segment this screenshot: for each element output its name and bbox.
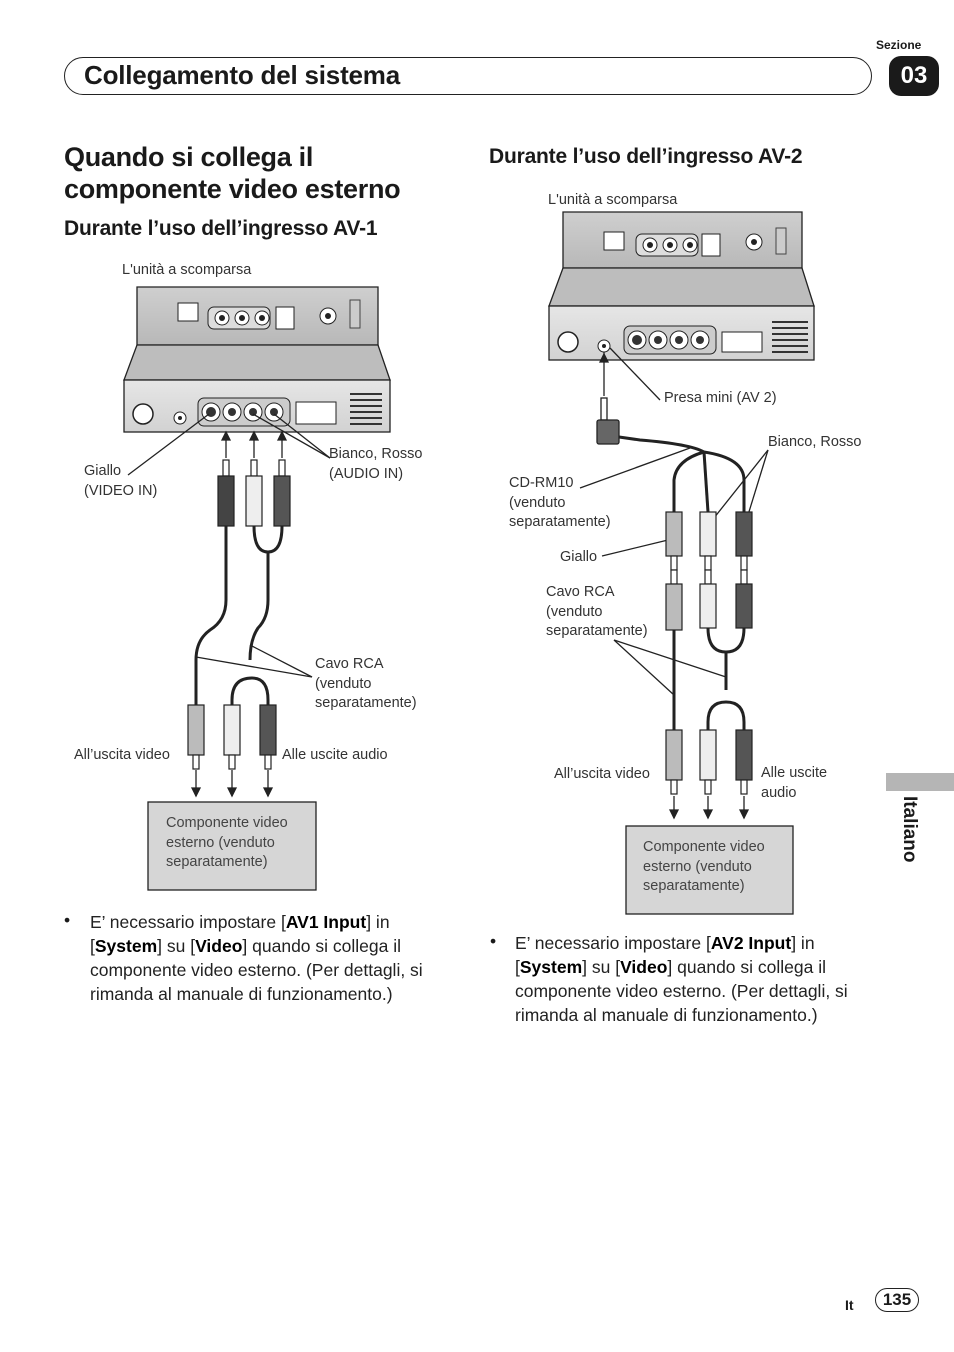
av2-presa-mini-label: Presa mini (AV 2) xyxy=(664,390,777,406)
av2-giallo-label: Giallo xyxy=(560,549,598,565)
av2-bullet-marker: • xyxy=(490,931,497,951)
av1-video-out-label: All’uscita video xyxy=(74,747,170,763)
av2-video-out-label: All’uscita video xyxy=(554,766,650,782)
av1-unit-label: L'unità a scomparsa xyxy=(122,262,252,278)
chapter-title: Collegamento del sistema xyxy=(84,60,400,90)
section-number-badge: 03 xyxy=(889,56,939,96)
page-title: Quando si collega il componente video esterno xyxy=(64,142,401,204)
page-number: 135 xyxy=(875,1288,919,1312)
av2-hideaway-unit xyxy=(549,212,814,360)
language-code: It xyxy=(845,1297,854,1313)
av1-hideaway-unit xyxy=(124,287,390,432)
av2-bullet-text: E’ necessario impostare [AV2 Input] in [System] su [Video] quando si collega il componente video esterno. (Per dettagli, si rimanda al manuale di funzionamento.) xyxy=(515,933,848,1025)
language-label: Italiano xyxy=(899,796,920,863)
av1-bullet-text: E’ necessario impostare [AV1 Input] in [System] su [Video] quando si collega il componente video esterno. (Per dettagli, si rimanda al manuale di funzionamento.) xyxy=(90,912,423,1004)
av2-unit-label: L'unità a scomparsa xyxy=(548,192,678,208)
av2-cdrm10-label: CD-RM10 (venduto separatamente) xyxy=(509,475,611,530)
av1-audio-out-label: Alle uscite audio xyxy=(282,747,388,763)
av2-cavo-rca-label: Cavo RCA (venduto separatamente) xyxy=(546,584,648,639)
av2-external-component-label: Componente video esterno (venduto separatamente) xyxy=(643,839,765,894)
av2-heading: Durante l’uso dell’ingresso AV-2 xyxy=(489,145,803,168)
av2-audio-out-label: Alle uscite audio xyxy=(761,765,828,801)
av2-bianco-rosso-label: Bianco, Rosso xyxy=(768,434,862,450)
av1-bianco-rosso-label: Bianco, Rosso (AUDIO IN) xyxy=(329,446,423,482)
language-tab xyxy=(886,773,954,791)
av1-rca-plugs xyxy=(188,460,290,769)
av2-rca-plugs xyxy=(666,512,752,794)
av1-heading: Durante l’uso dell’ingresso AV-1 xyxy=(64,217,378,240)
av1-giallo-label: Giallo (VIDEO IN) xyxy=(84,463,158,499)
av1-bullet-marker: • xyxy=(64,910,71,930)
av1-cavo-rca-label: Cavo RCA (venduto separatamente) xyxy=(315,656,417,711)
section-label: Sezione xyxy=(876,38,922,52)
av1-external-component-label: Componente video esterno (venduto separatamente) xyxy=(166,815,288,870)
